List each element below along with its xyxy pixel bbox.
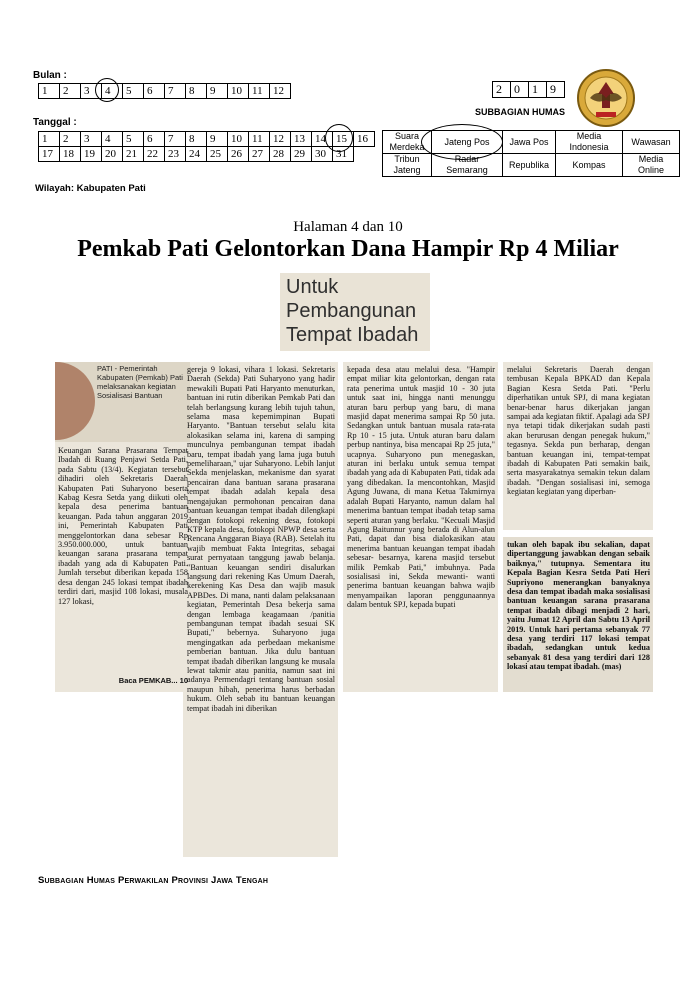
- dates-r2-cell: 22: [144, 147, 165, 162]
- dates-r2-cell: 20: [102, 147, 123, 162]
- dates-r2-cell: 23: [165, 147, 186, 162]
- dates-r2-cell: 24: [186, 147, 207, 162]
- months-row-cell: 4: [102, 84, 123, 99]
- selected-date-circle: [325, 124, 353, 152]
- article-column-3: kepada desa atau melalui desa. "Hampir empat miliar kita gelontorkan, dengan rata rata penerima untuk masjid 10 - 30 juta untuk saat ini, hingga nanti menunggu aturan baru perbup yang baru, di mana masjid dapat menerima sampai Rp 50 juta. Sedangkan untuk bantuan musala rata-rata Rp 10 - 15 juta. Untuk aturan baru dalam perbup nantinya, bisa mencapai Rp 25 juta," ucapnya. Suharyono pun menegaskan, aturan ini berlaku untuk semua tempat ibadah yang ada di Kabupaten Pati, tidak ada yang dibedakan. Ia mencontohkan, Masjid Agung Juwana, di mana Ketua Takmirnya adalah Bupati Haryanto, namun dalam hal menerima bantuan tempat ibadah tetap sama seperti aturan yang berlaku. "Kecuali Masjid Agung Baitunnur yang berada di Alun-alun Pati, dapat dan bisa dialokasikan atau menerima bantuan keuangan tempat ibadah sebesar- besarnya, karena masjid tersebut milik Pemkab Pati," imbuhnya. Pada sosialisasi ini, Sekda mewanti- wanti penerima bantuan keuangan bahwa wajib menyampaikan laporan penggunaannya dalam bentuk SPJ, kepada bupati: [347, 365, 495, 610]
- months-row-cell: 9: [207, 84, 228, 99]
- selected-media-circle: [421, 124, 503, 160]
- dates-r1-cell: 11: [249, 132, 270, 147]
- dates-r1-cell: 5: [123, 132, 144, 147]
- article-column-4a: melalui Sekretaris Daerah dengan tembusan Kepala BPKAD dan Kepala Bagian Kesra Setda Pati. "Perlu diperhatikan untuk SPJ, di mana kegiatan benar-benar harus dikerjakan jangan sampai ada kegiatan fiktif. Apalagi ada SPJ nya tetapi tidak dikerjakan sudah pasti akan berurusan dengan penegak hukum," tegasnya. Sekda pun berharap, dengan bantuan keuangan ini, tempat-tempat ibadah di Kabupaten Pati semakin baik, serta masyarakatnya semakin tekun dalam ibadah. "Dengan sosialisasi ini, semoga kegiatan kegiatan yang diperban-: [507, 365, 650, 497]
- dates-r1-cell: 7: [165, 132, 186, 147]
- media-cell: Republika: [503, 154, 556, 177]
- dates-r1-cell: 15: [333, 132, 354, 147]
- continue-link: Baca PEMKAB... 10: [118, 676, 188, 685]
- article-pages: Halaman 4 dan 10: [293, 219, 403, 235]
- media-cell: Jawa Pos: [503, 131, 556, 154]
- dates-r2-cell: 26: [228, 147, 249, 162]
- dates-r1-cell: 3: [81, 132, 102, 147]
- article-column-4b: tukan oleh bapak ibu sekalian, dapat dipertanggung jawabkan dengan sebaik baiknya," tutupnya. Sementara itu Kepala Bagian Kesra Setda Pati Heri Supriyono menerangkan banyaknya desa dan tempat ibadah maka sosialisasi bantuan keuangan sarana prasarana tempat ibadah dibagi menjadi 2 hari, yaitu Jumat 12 April dan Sabtu 13 April 2019. Untuk hari pertama sebanyak 77 desa yang terdiri 117 lokasi tempat ibadah, sedangkan untuk kedua sebanyak 81 desa yang terdiri dari 128 lokasi atau tempat ibadah. (mas): [507, 540, 650, 672]
- media-cell: Kompas: [556, 154, 623, 177]
- dates-r1-cell: 14: [312, 132, 333, 147]
- dates-r1-cell: 13: [291, 132, 312, 147]
- wilayah-label: Wilayah: Kabupaten Pati: [35, 183, 146, 194]
- dates-r2-cell: 21: [123, 147, 144, 162]
- months-row-cell: 8: [186, 84, 207, 99]
- months-row-cell: 12: [270, 84, 291, 99]
- dates-r1-cell: 16: [354, 132, 375, 147]
- dates-r2-cell: 28: [270, 147, 291, 162]
- article-headline: Pemkab Pati Gelontorkan Dana Hampir Rp 4 Miliar: [77, 236, 619, 262]
- dates-r1-cell: 6: [144, 132, 165, 147]
- person-photo: [55, 362, 95, 440]
- media-cell: Tribun Jateng: [383, 154, 432, 177]
- dates-r2-cell: 30: [312, 147, 333, 162]
- dates-r2-cell: 27: [249, 147, 270, 162]
- months-row-cell: 10: [228, 84, 249, 99]
- media-cell: Suara Merdeka: [383, 131, 432, 154]
- org-label: SUBBAGIAN HUMAS: [475, 107, 565, 117]
- dates-r1-cell: 10: [228, 132, 249, 147]
- tanggal-label: Tanggal :: [33, 117, 77, 128]
- media-cell: Media Online: [623, 154, 680, 177]
- article-column-2: gereja 9 lokasi, vihara 1 lokasi. Sekretaris Daerah (Sekda) Pati Suharyono yang hadir mewakili Bupati Pati Haryanto menuturkan, bantuan ini rutin diberikan Pemkab Pati dan telah berlangsung kurang lebih tujuh tahun, selama masa kepemimpinan Bupati Haryanto. "Bantuan tersebut selalu kita alokasikan selama ini, karena di samping munculnya pembangunan tempat ibadah baru, tempat ibadah yang lama juga butuh pemeliharaan," ujar Suharyono. Lebih lanjut Sekda menjelaskan, mekanisme dan syarat pencairan dana bantuan sarana prasarana tempat ibadah adalah kepala desa mengajukan permohonan pencairan dana bantuan keuangan tempat ibadah dilengkapi dengan fotokopi rekening desa, fotokopi KTP kepala desa, fotokopi NPWP desa serta Rencana Anggaran Biaya (RAB). Setelah itu wajib membuat Fakta Integritas, sebagai surat pernyataan tanggung jawab belanja. "Bantuan keuangan sendiri disalurkan langsung dari rekening Kas Umum Daerah, kerekening Kas Desa dan wajib masuk APBDes. Di mana, nanti dalam pelaksanaan kegiatan, Pemerintah Desa bekerja sama dengan lembaga keagamaan /panitia pembangunan tempat ibadah sesuai SK Bupati," bebernya. Suharyono juga mengingatkan ada perbedaan mekanisme pemberian bantuan. Jika dulu bantuan tempat ibadah diberikan langsung ke musala lewat takmir atau panitia, namun saat ini adanya Permendagri tentang bantuan sosial maupun hibah, penerima harus berbadan hukum. Oleh sebab itu bantuan keuangan tempat ibadah ini diberikan: [187, 365, 335, 713]
- article-kicker: Untuk Pembangunan Tempat Ibadah: [280, 273, 430, 351]
- dates-r2-cell: 17: [39, 147, 60, 162]
- dates-r1-cell: 8: [186, 132, 207, 147]
- dates-r1-cell: 9: [207, 132, 228, 147]
- article-photo: [55, 362, 190, 442]
- months-row-cell: 5: [123, 84, 144, 99]
- dates-r2-cell: 31: [333, 147, 354, 162]
- dates-r1-cell: 12: [270, 132, 291, 147]
- months-row-cell: 7: [165, 84, 186, 99]
- dates-r1-cell: 2: [60, 132, 81, 147]
- months-row-cell: 2: [60, 84, 81, 99]
- photo-caption: PATI - Pemerintah Kabupaten (Pemkab) Pati melaksanakan kegiatan Sosialisasi Bantuan: [97, 364, 183, 400]
- months-row-cell: 11: [249, 84, 270, 99]
- year-row-cell: 9: [547, 82, 565, 98]
- footer: Subbagian Humas Perwakilan Provinsi Jawa Tengah: [38, 875, 269, 886]
- dates-r1-cell: 4: [102, 132, 123, 147]
- dates-r1-cell: 1: [39, 132, 60, 147]
- month-grid: [38, 83, 291, 99]
- dates-r2-cell: 25: [207, 147, 228, 162]
- year-row-cell: 0: [511, 82, 529, 98]
- media-cell: Radar Semarang: [432, 154, 503, 177]
- selected-month-circle: [95, 78, 119, 102]
- dates-r2-cell: 29: [291, 147, 312, 162]
- year-row-cell: 2: [493, 82, 511, 98]
- year-grid: [492, 81, 565, 98]
- months-row-cell: 1: [39, 84, 60, 99]
- provincial-seal-logo: [576, 68, 636, 128]
- article-column-1: Keuangan Sarana Prasarana Tempat Ibadah di Ruang Penjawi Setda Pati, pada Sabtu (13/4). Kegiatan tersebut dihadiri oleh Sekretaris Daerah Kabupaten Pati Suharyono beserta Kabag Kesra Setda yang diikuti oleh kepala desa penerima bantuan keuangan. Pada tahun anggaran 2019 ini, Pemerintah Kabupaten Pati menggelontorkan dana sebesar Rp 3.950.000.000, untuk bantuan keuangan sarana prasarana tempat ibadah yang ada di Kabupaten Pati. Jumlah tersebut diberikan kepada 158 desa dengan 245 lokasi tempat ibadah terdiri dari, masjid 108 lokasi, musala 127 lokasi,: [58, 446, 188, 606]
- media-cell: Jateng Pos: [432, 131, 503, 154]
- months-row-cell: 3: [81, 84, 102, 99]
- months-row-cell: 6: [144, 84, 165, 99]
- media-cell: Media Indonesia: [556, 131, 623, 154]
- dates-r2-cell: 18: [60, 147, 81, 162]
- media-cell: Wawasan: [623, 131, 680, 154]
- year-row-cell: 1: [529, 82, 547, 98]
- bulan-label: Bulan :: [33, 70, 67, 81]
- dates-r2-cell: 19: [81, 147, 102, 162]
